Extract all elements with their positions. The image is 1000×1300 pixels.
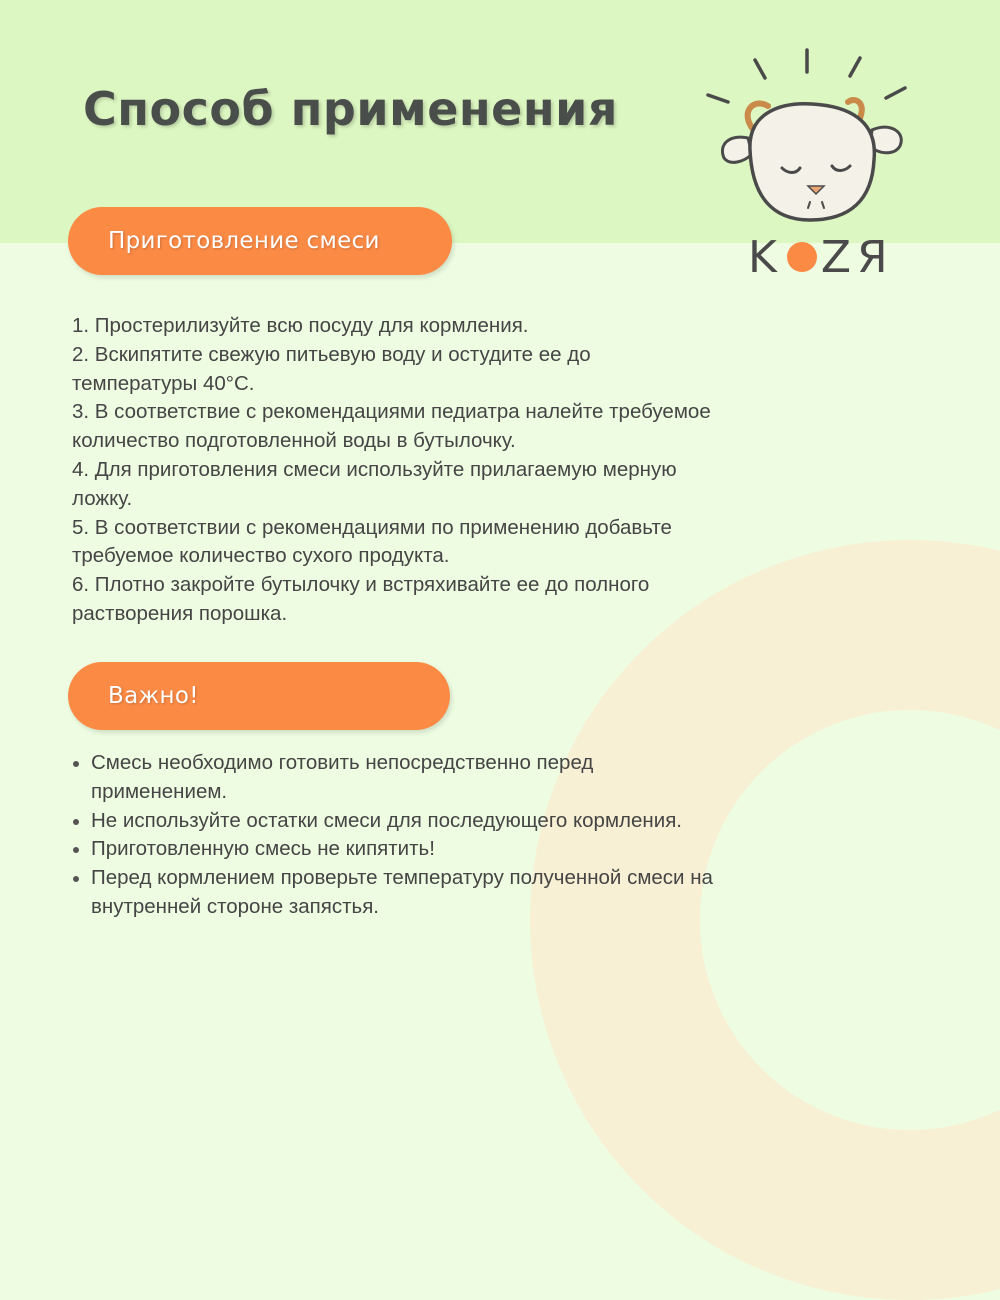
note-item: [91, 807, 871, 836]
bullet-icon: [73, 876, 79, 882]
step-line: 1. Простерилизуйте всю посуду для кормления.: [72, 314, 529, 337]
step-line: количество подготовленной воды в бутылочку.: [72, 429, 516, 453]
note-item: [91, 864, 871, 922]
section-heading-important: [68, 662, 450, 730]
brand-wordmark: [748, 232, 894, 283]
bullet-icon: [73, 847, 79, 853]
note-line: Приготовленную смесь не кипятить!: [91, 837, 435, 861]
step-line: 3. В соответствие с рекомендациями педиатра налейте требуемое: [72, 400, 711, 424]
note-line: Не используйте остатки смеси для последующего кормления.: [91, 808, 682, 832]
page-title: Способ применения: [83, 82, 618, 136]
step-line: 5. В соответствии с рекомендациями по применению добавьте: [72, 515, 672, 539]
note-line: Перед кормлением проверьте температуру полученной смеси на: [91, 866, 713, 890]
step-line: растворения порошка.: [72, 601, 288, 625]
preparation-steps: [72, 312, 872, 629]
note-line: внутренней стороне запястья.: [91, 894, 379, 918]
step-line: 6. Плотно закройте бутылочку и встряхивайте ее до полного: [72, 573, 650, 597]
note-item: [91, 749, 871, 807]
step-line: ложку.: [72, 486, 133, 510]
note-line: Смесь необходимо готовить непосредственно перед: [91, 751, 594, 774]
brand-wordmark-k: K: [748, 232, 783, 283]
step-line: температуры 40°С.: [72, 371, 255, 395]
section-heading-preparation-label: Приготовление смеси: [108, 228, 380, 254]
step-line: требуемое количество сухого продукта.: [72, 544, 450, 568]
brand-wordmark-ya: Я: [857, 232, 894, 283]
step-line: 4. Для приготовления смеси используйте прилагаемую мерную: [72, 457, 677, 481]
note-line: применением.: [91, 779, 228, 803]
step-line: 2. Вскипятите свежую питьевую воду и остудите ее до: [72, 342, 591, 366]
brand-wordmark-z: Z: [820, 232, 858, 283]
bullet-icon: [73, 819, 79, 825]
bullet-icon: [73, 761, 79, 767]
important-notes: [91, 749, 871, 922]
section-heading-preparation: [68, 207, 452, 275]
section-heading-important-label: Важно!: [108, 683, 199, 709]
note-item: [91, 835, 871, 864]
brand-wordmark-o-dot: [783, 238, 821, 276]
